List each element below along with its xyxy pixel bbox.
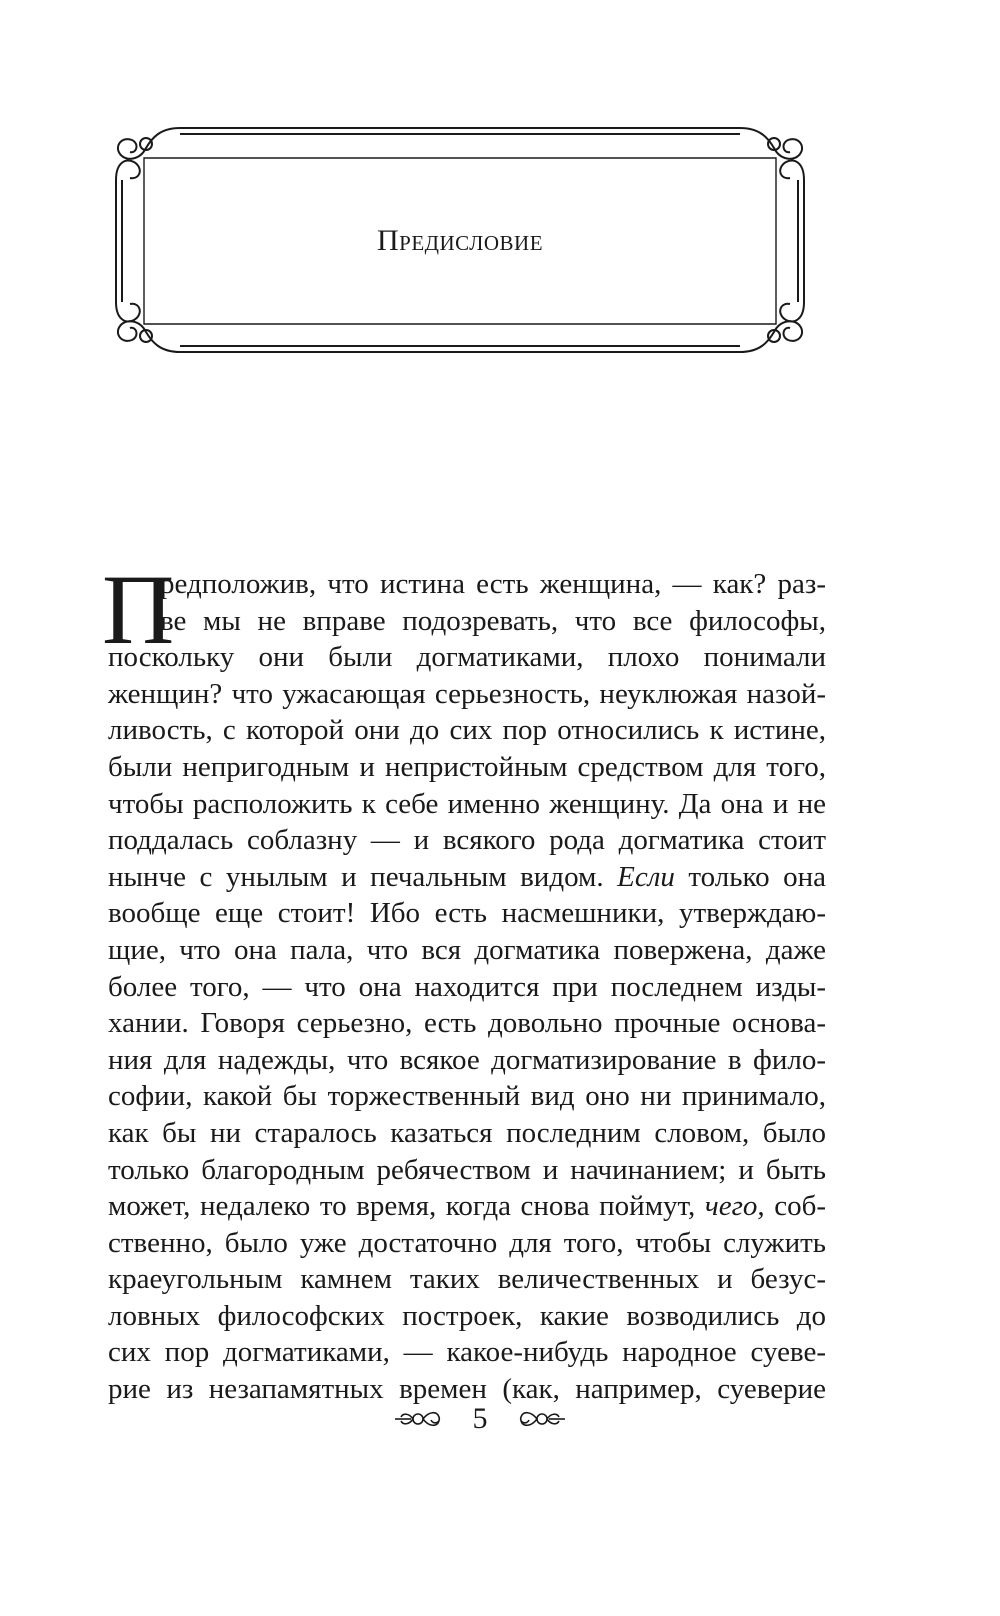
text-line: хании. Говоря серьезно, есть довольно прочные основа- bbox=[108, 1007, 826, 1040]
ornament-icon bbox=[391, 1405, 445, 1433]
text-line bbox=[108, 859, 826, 896]
text-line: чтобы расположить к себе именно женщину. Да она и не bbox=[108, 787, 826, 820]
text-line: ливость, с которой они до сих пор относились к истине, bbox=[108, 714, 826, 747]
page-footer bbox=[0, 1400, 960, 1436]
text-line: женщин? что ужасающая серьезность, неуклюжая назой- bbox=[108, 677, 826, 710]
text-run: может, недалеко то время, когда снова поймут, bbox=[108, 1190, 705, 1223]
text-line: софии, какой бы торжественный вид оно ни принимало, bbox=[108, 1080, 826, 1113]
text-line: редположив, что истина есть женщина, — как? раз- bbox=[160, 568, 826, 600]
text-run: нынче с унылым и печальным видом. bbox=[108, 860, 618, 893]
text-line: как бы ни старалось казаться последним словом, было bbox=[108, 1116, 826, 1149]
text-line: ловных философских построек, какие возводились до bbox=[108, 1299, 826, 1332]
text-line: краеугольным камнем таких величественных и безус- bbox=[108, 1263, 826, 1296]
chapter-title: Предисловие bbox=[376, 224, 544, 257]
chapter-title-frame bbox=[100, 120, 820, 360]
text-line: были непригодным и непристойным средством для того, bbox=[108, 750, 826, 783]
text-line: ве мы не вправе подозревать, что все философы, bbox=[160, 604, 826, 637]
italic-word: Если bbox=[617, 860, 675, 893]
text-line: более того, — что она находится при последнем изды- bbox=[108, 970, 826, 1003]
text-line: поскольку они были догматиками, плохо понимали bbox=[108, 641, 826, 674]
drop-cap: П bbox=[102, 554, 175, 665]
text-line: ственно, было уже достаточно для того, чтобы служить bbox=[108, 1226, 826, 1259]
text-line: только благородным ребячеством и начинанием; и быть bbox=[108, 1153, 826, 1186]
ornament-icon bbox=[515, 1405, 569, 1433]
text-line: щие, что она пала, что вся догматика повержена, даже bbox=[108, 933, 826, 966]
text-line: ния для надежды, что всякое догматизирование в фило- bbox=[108, 1043, 826, 1076]
text-line: рие из незапамятных времен (как, например, суеверие bbox=[108, 1373, 826, 1406]
body-text bbox=[108, 566, 826, 1408]
text-line: вообще еще стоит! Ибо есть насмешники, утверждаю- bbox=[108, 897, 826, 930]
text-run: только она bbox=[674, 860, 826, 893]
text-line: поддалась соблазну — и всякого рода догматика стоит bbox=[108, 824, 826, 857]
text-run: соб- bbox=[764, 1190, 826, 1223]
page-number: 5 bbox=[472, 1402, 488, 1436]
text-line bbox=[108, 1188, 826, 1225]
text-line: сих пор догматиками, — какое-нибудь народное суеве- bbox=[108, 1336, 826, 1369]
italic-word: чего, bbox=[704, 1190, 765, 1223]
